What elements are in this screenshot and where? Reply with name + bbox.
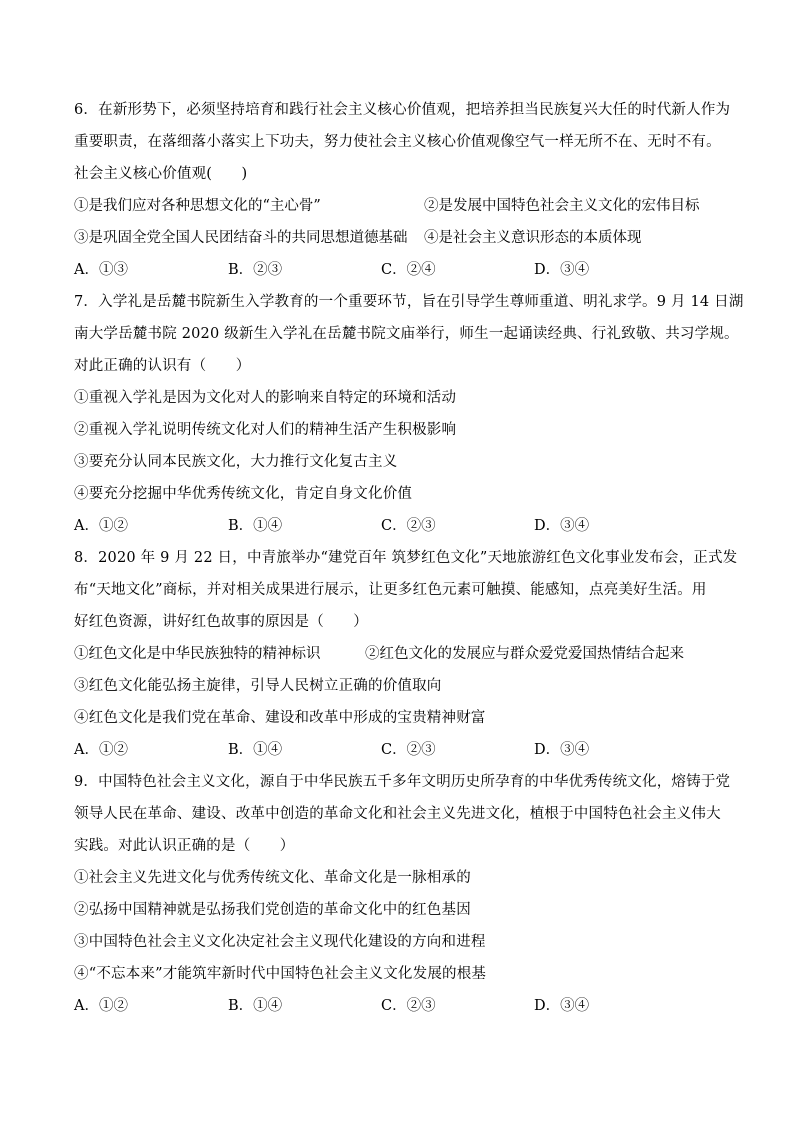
question-8-option-a: A．①② bbox=[74, 742, 128, 758]
question-9-item-1: ①社会主义先进文化与优秀传统文化、革命文化是一脉相承的 bbox=[74, 870, 471, 886]
question-9-option-a: A．①② bbox=[74, 998, 128, 1014]
question-9-item-4: ④“不忘本来”才能筑牢新时代中国特色社会主义文化发展的根基 bbox=[74, 966, 487, 982]
question-8-item-3: ③红色文化能弘扬主旋律，引导人民树立正确的价值取向 bbox=[74, 678, 442, 694]
question-6-item-1: ①是我们应对各种思想文化的“主心骨” bbox=[74, 198, 321, 214]
question-6-option-a: A．①③ bbox=[74, 262, 128, 278]
question-7-option-b: B．①④ bbox=[228, 518, 283, 534]
question-8-option-c: C．②③ bbox=[381, 742, 436, 758]
question-9-item-2: ②弘扬中国精神就是弘扬我们党创造的革命文化中的红色基因 bbox=[74, 902, 471, 918]
question-6-item-3: ③是巩固全党全国人民团结奋斗的共同思想道德基础 bbox=[74, 230, 408, 246]
question-8-stem-line-2: 布“天地文化”商标，并对相关成果进行展示，让更多红色元素可触摸、能感知，点亮美好生活。用 bbox=[74, 582, 707, 598]
question-7-item-1: ①重视入学礼是因为文化对人的影响来自特定的环境和活动 bbox=[74, 390, 457, 406]
question-8-stem-line-1: 8．2020 年 9 月 22 日，中青旅举办“建党百年 筑梦红色文化”天地旅游红色文化事业发布会，正式发 bbox=[74, 550, 738, 566]
question-8-items-row-1 bbox=[74, 644, 734, 664]
question-8-stem-line-3: 好红色资源，讲好红色故事的原因是（ ） bbox=[74, 614, 368, 630]
question-8-option-b: B．①④ bbox=[228, 742, 283, 758]
question-9-item-3: ③中国特色社会主义文化决定社会主义现代化建设的方向和进程 bbox=[74, 934, 486, 950]
question-9-options bbox=[74, 996, 734, 1016]
question-7-option-c: C．②③ bbox=[381, 518, 436, 534]
question-6-option-d: D．③④ bbox=[534, 262, 590, 278]
question-7-item-2: ②重视入学礼说明传统文化对人们的精神生活产生积极影响 bbox=[74, 422, 457, 438]
question-9-option-c: C．②③ bbox=[381, 998, 436, 1014]
question-6-stem-line-3: 社会主义核心价值观( ) bbox=[74, 166, 248, 182]
question-8-item-2: ②红色文化的发展应与群众爱党爱国热情结合起来 bbox=[365, 646, 684, 662]
question-7-item-3: ③要充分认同本民族文化，大力推行文化复古主义 bbox=[74, 454, 398, 470]
question-7-option-a: A．①② bbox=[74, 518, 128, 534]
question-9-option-b: B．①④ bbox=[228, 998, 283, 1014]
question-6-option-b: B．②③ bbox=[228, 262, 283, 278]
question-7-stem-line-1: 7．入学礼是岳麓书院新生入学教育的一个重要环节，旨在引导学生尊师重道、明礼求学。9 月 14 日湖 bbox=[74, 294, 744, 310]
question-7-stem-line-2: 南大学岳麓书院 2020 级新生入学礼在岳麓书院文庙举行，师生一起诵读经典、行礼致敬、共习学规。 bbox=[74, 326, 739, 342]
question-6-items-row-2 bbox=[74, 228, 734, 248]
question-9-option-d: D．③④ bbox=[534, 998, 590, 1014]
question-9-stem-line-2: 领导人民在革命、建设、改革中创造的革命文化和社会主义先进文化，植根于中国特色社会主义伟大 bbox=[74, 806, 721, 822]
question-6-option-c: C．②④ bbox=[381, 262, 436, 278]
question-6-items-row-1 bbox=[74, 196, 734, 216]
question-6-stem-line-1: 6．在新形势下，必须坚持培育和践行社会主义核心价值观，把培养担当民族复兴大任的时代新人作为 bbox=[74, 102, 731, 118]
question-6-options bbox=[74, 260, 734, 280]
question-6-item-4: ④是社会主义意识形态的本质体现 bbox=[424, 230, 642, 246]
question-8-item-1: ①红色文化是中华民族独特的精神标识 bbox=[74, 646, 321, 662]
question-7-stem-line-3: 对此正确的认识有（ ） bbox=[74, 358, 251, 374]
question-8-item-4: ④红色文化是我们党在革命、建设和改革中形成的宝贵精神财富 bbox=[74, 710, 486, 726]
question-7-options bbox=[74, 516, 734, 536]
question-9-stem-line-1: 9．中国特色社会主义文化，源自于中华民族五千多年文明历史所孕育的中华优秀传统文化，熔铸于党 bbox=[74, 774, 731, 790]
question-8-option-d: D．③④ bbox=[534, 742, 590, 758]
question-6-item-2: ②是发展中国特色社会主义文化的宏伟目标 bbox=[424, 198, 700, 214]
question-6-stem-line-2: 重要职责，在落细落小落实上下功夫，努力使社会主义核心价值观像空气一样无所不在、无时不有。 bbox=[74, 134, 721, 150]
question-8-options bbox=[74, 740, 734, 760]
question-7-option-d: D．③④ bbox=[534, 518, 590, 534]
question-9-stem-line-3: 实践。对此认识正确的是（ ） bbox=[74, 838, 295, 854]
question-7-item-4: ④要充分挖掘中华优秀传统文化，肯定自身文化价值 bbox=[74, 486, 413, 502]
